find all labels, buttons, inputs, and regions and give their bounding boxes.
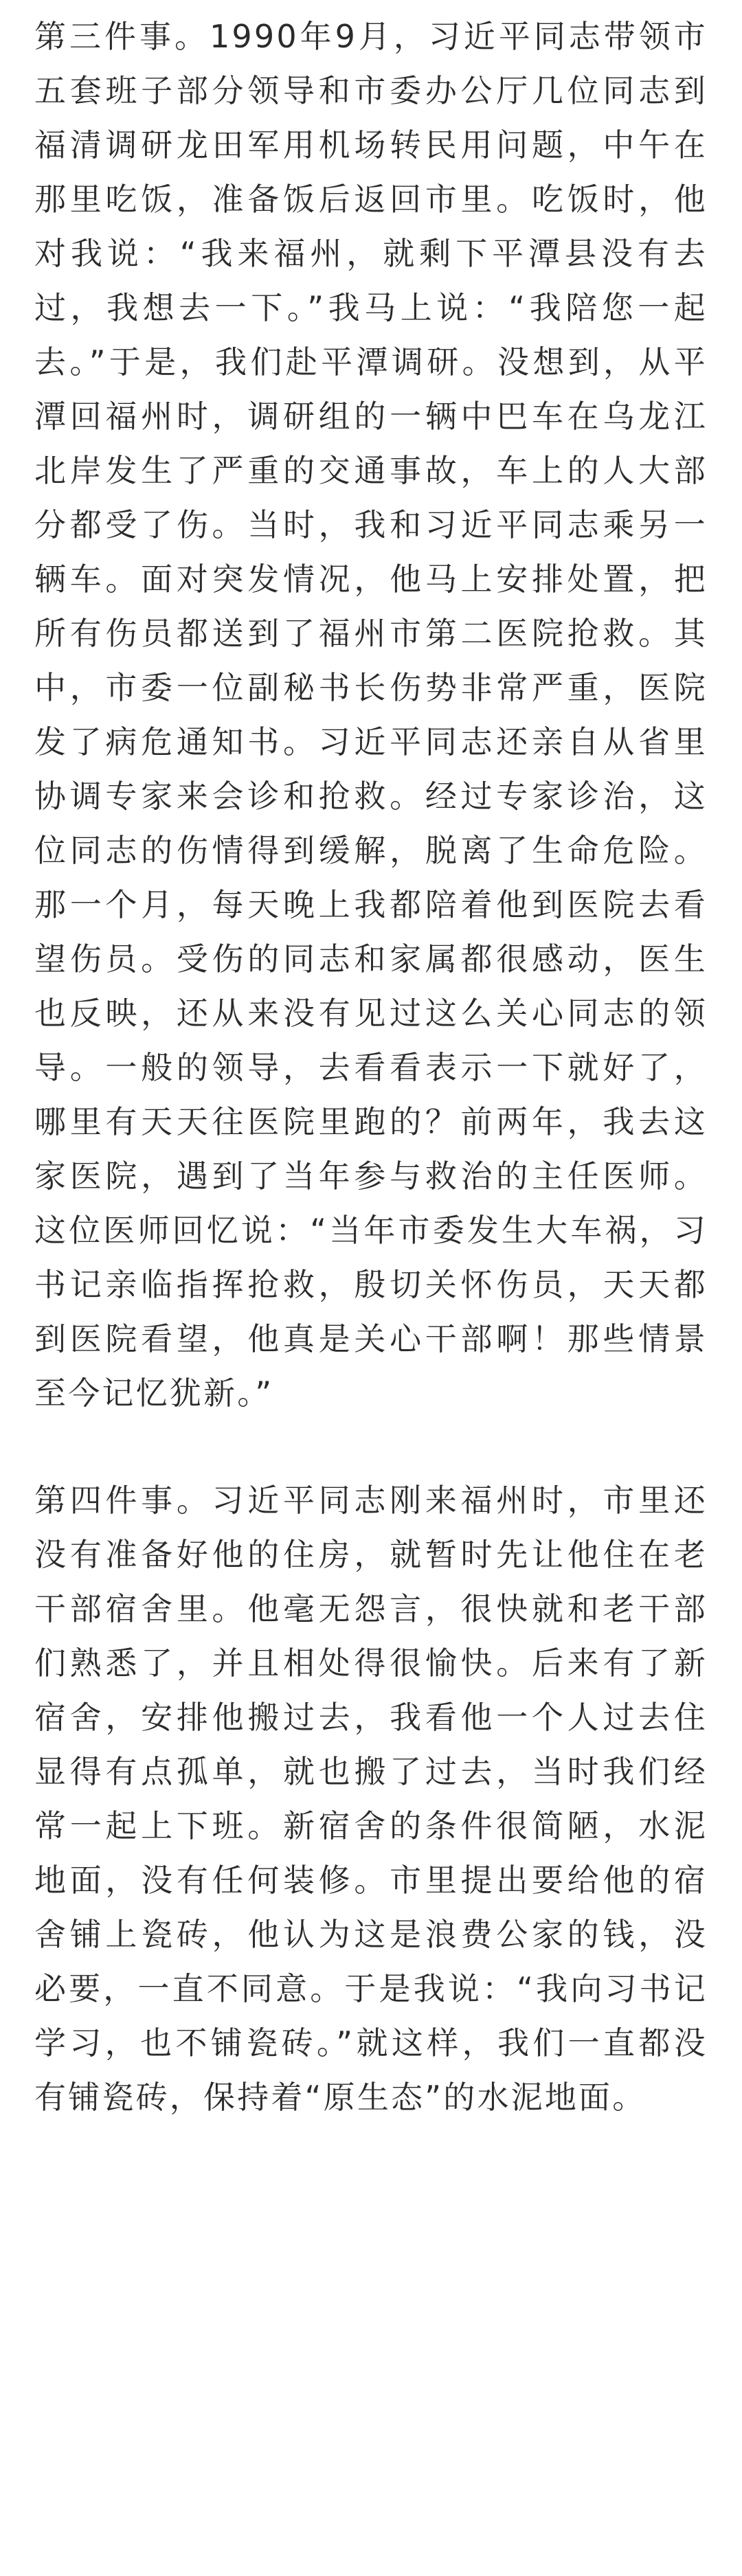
article-body [34, 10, 708, 2125]
paragraph-third-event: 第三件事。1990年9月，习近平同志带领市五套班子部分领导和市委办公厅几位同志到福清调研龙田军用机场转民用问题，中午在那里吃饭，准备饭后返回市里。吃饭时，他对我说：“我来福州，就剩下平潭县没有去过，我想去一下。”我马上说：“我陪您一起去。”于是，我们赴平潭调研。没想到，从平潭回福州时，调研组的一辆中巴车在乌龙江北岸发生了严重的交通事故，车上的人大部分都受了伤。当时，我和习近平同志乘另一辆车。面对突发情况，他马上安排处置，把所有伤员都送到了福州市第二医院抢救。其中，市委一位副秘书长伤势非常严重，医院发了病危通知书。习近平同志还亲自从省里协调专家来会诊和抢救。经过专家诊治，这位同志的伤情得到缓解，脱离了生命危险。那一个月，每天晚上我都陪着他到医院去看望伤员。受伤的同志和家属都很感动，医生也反映，还从来没有见过这么关心同志的领导。一般的领导，去看看表示一下就好了，哪里有天天往医院里跑的？前两年，我去这家医院，遇到了当年参与救治的主任医师。这位医师回忆说：“当年市委发生大车祸，习书记亲临指挥抢救，殷切关怀伤员，天天都到医院看望，他真是关心干部啊！那些情景至今记忆犹新。” [34, 18, 708, 1412]
paragraph-spacer [34, 1421, 708, 1473]
paragraph-fourth-event: 第四件事。习近平同志刚来福州时，市里还没有准备好他的住房，就暂时先让他住在老干部宿舍里。他毫无怨言，很快就和老干部们熟悉了，并且相处得很愉快。后来有了新宿舍，安排他搬过去，我看他一个人过去住显得有点孤单，就也搬了过去，当时我们经常一起上下班。新宿舍的条件很简陋，水泥地面，没有任何装修。市里提出要给他的宿舍铺上瓷砖，他认为这是浪费公家的钱，没必要，一直不同意。于是我说：“我向习书记学习，也不铺瓷砖。”就这样，我们一直都没有铺瓷砖，保持着“原生态”的水泥地面。 [34, 1482, 708, 2116]
